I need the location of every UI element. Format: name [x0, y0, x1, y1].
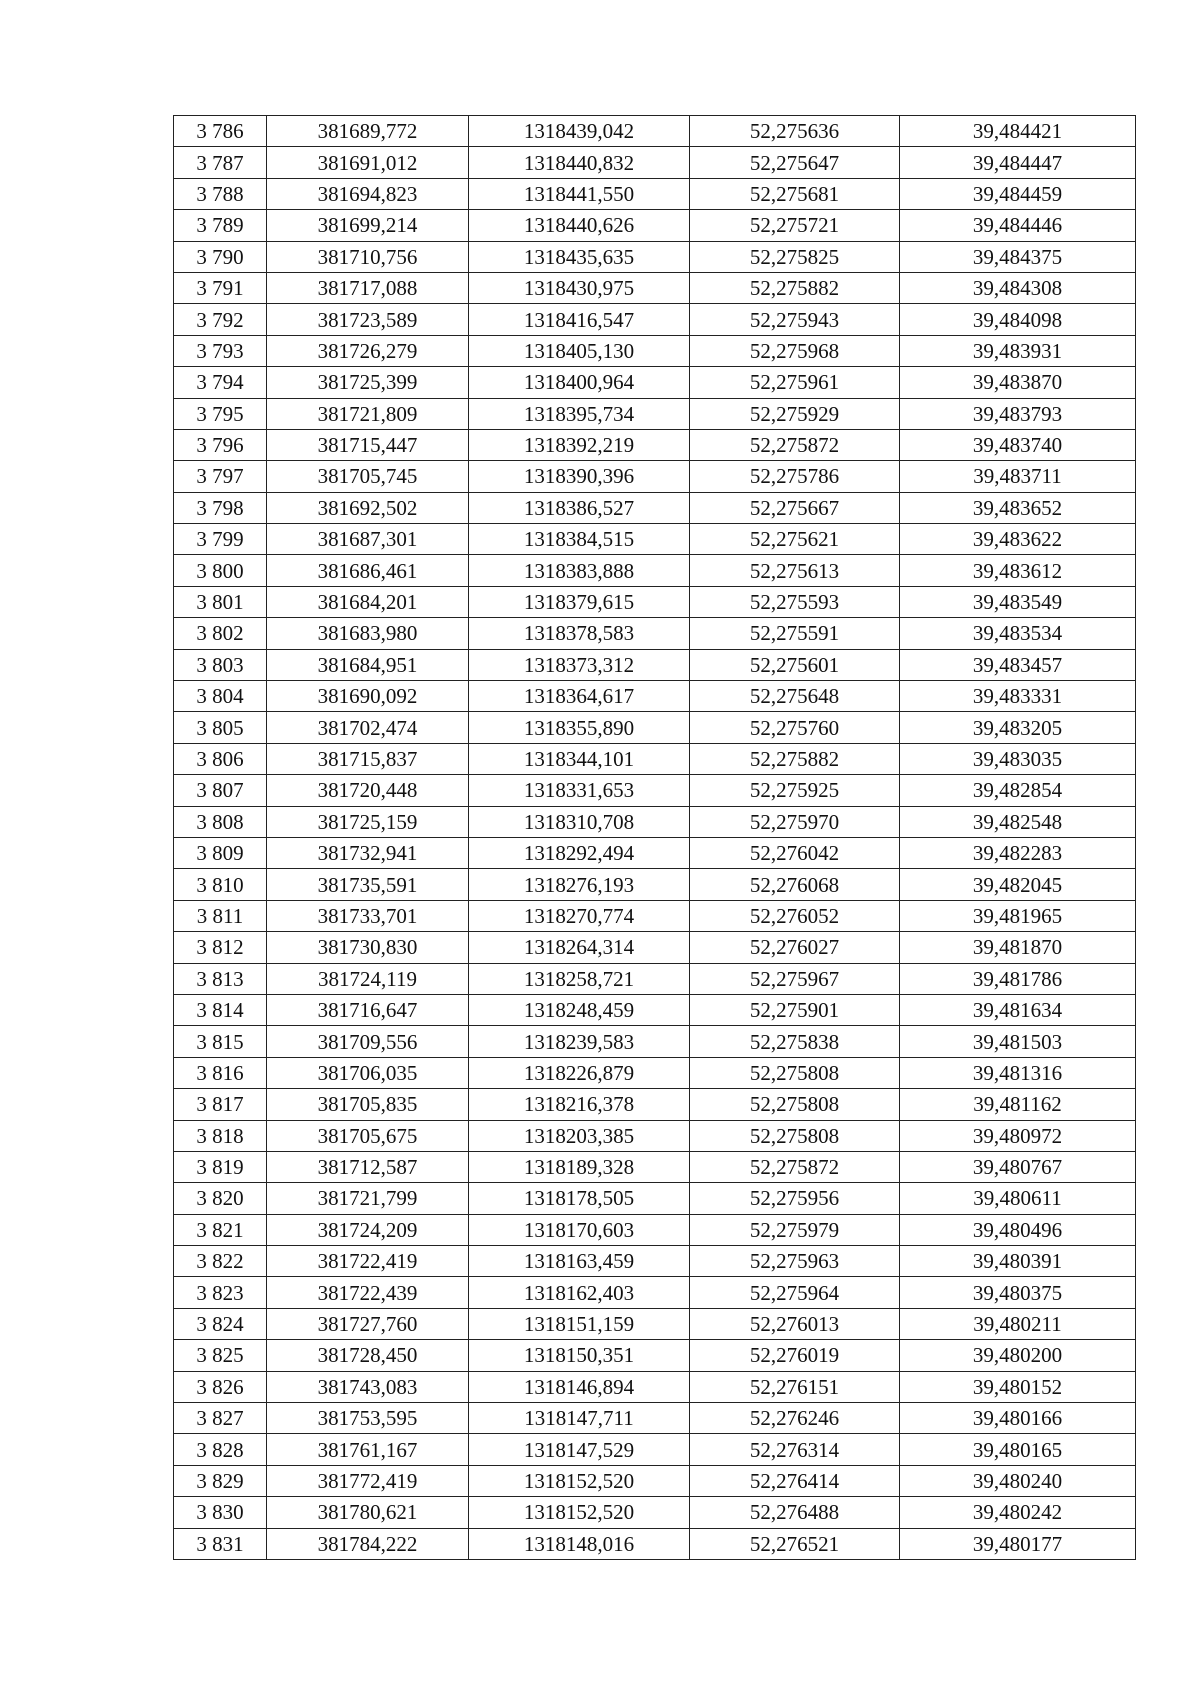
x-coordinate-cell: 381709,556: [267, 1026, 469, 1057]
table-row: [174, 1026, 1136, 1057]
y-coordinate-cell: 1318440,832: [469, 147, 690, 178]
point-number-cell: 3 827: [174, 1403, 267, 1434]
latitude-cell: 52,275967: [690, 963, 900, 994]
y-coordinate-cell: 1318383,888: [469, 555, 690, 586]
point-number-cell: 3 812: [174, 932, 267, 963]
latitude-cell: 52,276042: [690, 837, 900, 868]
table-row: [174, 1151, 1136, 1182]
point-number-cell: 3 793: [174, 335, 267, 366]
y-coordinate-cell: 1318178,505: [469, 1183, 690, 1214]
latitude-cell: 52,275681: [690, 178, 900, 209]
x-coordinate-cell: 381692,502: [267, 492, 469, 523]
latitude-cell: 52,275591: [690, 618, 900, 649]
table-row: [174, 1434, 1136, 1465]
x-coordinate-cell: 381772,419: [267, 1465, 469, 1496]
longitude-cell: 39,480611: [900, 1183, 1136, 1214]
x-coordinate-cell: 381699,214: [267, 210, 469, 241]
x-coordinate-cell: 381780,621: [267, 1497, 469, 1528]
table-row: [174, 1528, 1136, 1559]
table-row: [174, 681, 1136, 712]
x-coordinate-cell: 381724,119: [267, 963, 469, 994]
y-coordinate-cell: 1318395,734: [469, 398, 690, 429]
longitude-cell: 39,484375: [900, 241, 1136, 272]
point-number-cell: 3 825: [174, 1340, 267, 1371]
table-row: [174, 994, 1136, 1025]
latitude-cell: 52,275647: [690, 147, 900, 178]
table-row: [174, 1403, 1136, 1434]
x-coordinate-cell: 381721,799: [267, 1183, 469, 1214]
longitude-cell: 39,482854: [900, 775, 1136, 806]
latitude-cell: 52,275838: [690, 1026, 900, 1057]
point-number-cell: 3 823: [174, 1277, 267, 1308]
latitude-cell: 52,276314: [690, 1434, 900, 1465]
y-coordinate-cell: 1318189,328: [469, 1151, 690, 1182]
point-number-cell: 3 831: [174, 1528, 267, 1559]
longitude-cell: 39,483534: [900, 618, 1136, 649]
point-number-cell: 3 826: [174, 1371, 267, 1402]
longitude-cell: 39,484446: [900, 210, 1136, 241]
point-number-cell: 3 818: [174, 1120, 267, 1151]
point-number-cell: 3 809: [174, 837, 267, 868]
latitude-cell: 52,275825: [690, 241, 900, 272]
point-number-cell: 3 820: [174, 1183, 267, 1214]
longitude-cell: 39,481316: [900, 1057, 1136, 1088]
y-coordinate-cell: 1318152,520: [469, 1497, 690, 1528]
latitude-cell: 52,276488: [690, 1497, 900, 1528]
y-coordinate-cell: 1318170,603: [469, 1214, 690, 1245]
longitude-cell: 39,483870: [900, 367, 1136, 398]
latitude-cell: 52,275636: [690, 116, 900, 147]
y-coordinate-cell: 1318239,583: [469, 1026, 690, 1057]
table-row: [174, 1089, 1136, 1120]
table-row: [174, 1120, 1136, 1151]
x-coordinate-cell: 381726,279: [267, 335, 469, 366]
y-coordinate-cell: 1318441,550: [469, 178, 690, 209]
y-coordinate-cell: 1318416,547: [469, 304, 690, 335]
y-coordinate-cell: 1318439,042: [469, 116, 690, 147]
y-coordinate-cell: 1318355,890: [469, 712, 690, 743]
longitude-cell: 39,480165: [900, 1434, 1136, 1465]
table-row: [174, 367, 1136, 398]
longitude-cell: 39,481965: [900, 900, 1136, 931]
point-number-cell: 3 807: [174, 775, 267, 806]
y-coordinate-cell: 1318162,403: [469, 1277, 690, 1308]
latitude-cell: 52,275786: [690, 461, 900, 492]
x-coordinate-cell: 381715,447: [267, 429, 469, 460]
point-number-cell: 3 800: [174, 555, 267, 586]
x-coordinate-cell: 381732,941: [267, 837, 469, 868]
y-coordinate-cell: 1318276,193: [469, 869, 690, 900]
longitude-cell: 39,480242: [900, 1497, 1136, 1528]
x-coordinate-cell: 381724,209: [267, 1214, 469, 1245]
latitude-cell: 52,276013: [690, 1308, 900, 1339]
point-number-cell: 3 806: [174, 743, 267, 774]
longitude-cell: 39,483457: [900, 649, 1136, 680]
longitude-cell: 39,481503: [900, 1026, 1136, 1057]
x-coordinate-cell: 381717,088: [267, 272, 469, 303]
longitude-cell: 39,482045: [900, 869, 1136, 900]
latitude-cell: 52,276027: [690, 932, 900, 963]
table-row: [174, 1497, 1136, 1528]
y-coordinate-cell: 1318384,515: [469, 524, 690, 555]
y-coordinate-cell: 1318405,130: [469, 335, 690, 366]
table-row: [174, 1371, 1136, 1402]
y-coordinate-cell: 1318150,351: [469, 1340, 690, 1371]
x-coordinate-cell: 381690,092: [267, 681, 469, 712]
table-row: [174, 1246, 1136, 1277]
longitude-cell: 39,483622: [900, 524, 1136, 555]
table-row: [174, 178, 1136, 209]
longitude-cell: 39,484447: [900, 147, 1136, 178]
x-coordinate-cell: 381761,167: [267, 1434, 469, 1465]
y-coordinate-cell: 1318378,583: [469, 618, 690, 649]
longitude-cell: 39,483612: [900, 555, 1136, 586]
point-number-cell: 3 799: [174, 524, 267, 555]
latitude-cell: 52,275872: [690, 429, 900, 460]
table-row: [174, 775, 1136, 806]
table-row: [174, 272, 1136, 303]
y-coordinate-cell: 1318147,711: [469, 1403, 690, 1434]
latitude-cell: 52,276521: [690, 1528, 900, 1559]
x-coordinate-cell: 381687,301: [267, 524, 469, 555]
x-coordinate-cell: 381716,647: [267, 994, 469, 1025]
table-row: [174, 806, 1136, 837]
y-coordinate-cell: 1318379,615: [469, 586, 690, 617]
latitude-cell: 52,275929: [690, 398, 900, 429]
longitude-cell: 39,480496: [900, 1214, 1136, 1245]
coordinates-table-body: [174, 116, 1136, 1560]
latitude-cell: 52,275621: [690, 524, 900, 555]
table-row: [174, 429, 1136, 460]
x-coordinate-cell: 381725,159: [267, 806, 469, 837]
longitude-cell: 39,482548: [900, 806, 1136, 837]
y-coordinate-cell: 1318390,396: [469, 461, 690, 492]
latitude-cell: 52,275613: [690, 555, 900, 586]
table-row: [174, 1308, 1136, 1339]
point-number-cell: 3 821: [174, 1214, 267, 1245]
point-number-cell: 3 804: [174, 681, 267, 712]
x-coordinate-cell: 381727,760: [267, 1308, 469, 1339]
longitude-cell: 39,481634: [900, 994, 1136, 1025]
table-row: [174, 524, 1136, 555]
latitude-cell: 52,275808: [690, 1120, 900, 1151]
y-coordinate-cell: 1318310,708: [469, 806, 690, 837]
x-coordinate-cell: 381705,835: [267, 1089, 469, 1120]
table-row: [174, 241, 1136, 272]
longitude-cell: 39,480177: [900, 1528, 1136, 1559]
y-coordinate-cell: 1318147,529: [469, 1434, 690, 1465]
table-row: [174, 461, 1136, 492]
latitude-cell: 52,275963: [690, 1246, 900, 1277]
latitude-cell: 52,276052: [690, 900, 900, 931]
table-row: [174, 963, 1136, 994]
longitude-cell: 39,480211: [900, 1308, 1136, 1339]
point-number-cell: 3 801: [174, 586, 267, 617]
point-number-cell: 3 808: [174, 806, 267, 837]
point-number-cell: 3 796: [174, 429, 267, 460]
latitude-cell: 52,275901: [690, 994, 900, 1025]
longitude-cell: 39,483740: [900, 429, 1136, 460]
y-coordinate-cell: 1318203,385: [469, 1120, 690, 1151]
point-number-cell: 3 805: [174, 712, 267, 743]
latitude-cell: 52,275808: [690, 1089, 900, 1120]
x-coordinate-cell: 381784,222: [267, 1528, 469, 1559]
x-coordinate-cell: 381730,830: [267, 932, 469, 963]
coordinates-table: [173, 115, 1136, 1560]
y-coordinate-cell: 1318344,101: [469, 743, 690, 774]
table-row: [174, 1277, 1136, 1308]
table-row: [174, 492, 1136, 523]
point-number-cell: 3 816: [174, 1057, 267, 1088]
y-coordinate-cell: 1318270,774: [469, 900, 690, 931]
x-coordinate-cell: 381684,951: [267, 649, 469, 680]
latitude-cell: 52,275648: [690, 681, 900, 712]
table-row: [174, 555, 1136, 586]
y-coordinate-cell: 1318440,626: [469, 210, 690, 241]
longitude-cell: 39,480152: [900, 1371, 1136, 1402]
y-coordinate-cell: 1318430,975: [469, 272, 690, 303]
point-number-cell: 3 792: [174, 304, 267, 335]
longitude-cell: 39,483549: [900, 586, 1136, 617]
latitude-cell: 52,275943: [690, 304, 900, 335]
longitude-cell: 39,481162: [900, 1089, 1136, 1120]
y-coordinate-cell: 1318146,894: [469, 1371, 690, 1402]
y-coordinate-cell: 1318331,653: [469, 775, 690, 806]
latitude-cell: 52,276246: [690, 1403, 900, 1434]
x-coordinate-cell: 381715,837: [267, 743, 469, 774]
y-coordinate-cell: 1318163,459: [469, 1246, 690, 1277]
table-row: [174, 1340, 1136, 1371]
point-number-cell: 3 829: [174, 1465, 267, 1496]
x-coordinate-cell: 381686,461: [267, 555, 469, 586]
table-row: [174, 869, 1136, 900]
y-coordinate-cell: 1318400,964: [469, 367, 690, 398]
y-coordinate-cell: 1318152,520: [469, 1465, 690, 1496]
latitude-cell: 52,275979: [690, 1214, 900, 1245]
latitude-cell: 52,275882: [690, 272, 900, 303]
table-row: [174, 304, 1136, 335]
x-coordinate-cell: 381705,675: [267, 1120, 469, 1151]
y-coordinate-cell: 1318151,159: [469, 1308, 690, 1339]
y-coordinate-cell: 1318248,459: [469, 994, 690, 1025]
latitude-cell: 52,275961: [690, 367, 900, 398]
point-number-cell: 3 819: [174, 1151, 267, 1182]
latitude-cell: 52,276019: [690, 1340, 900, 1371]
longitude-cell: 39,480166: [900, 1403, 1136, 1434]
x-coordinate-cell: 381684,201: [267, 586, 469, 617]
point-number-cell: 3 789: [174, 210, 267, 241]
y-coordinate-cell: 1318258,721: [469, 963, 690, 994]
point-number-cell: 3 791: [174, 272, 267, 303]
longitude-cell: 39,480240: [900, 1465, 1136, 1496]
point-number-cell: 3 824: [174, 1308, 267, 1339]
longitude-cell: 39,484098: [900, 304, 1136, 335]
x-coordinate-cell: 381694,823: [267, 178, 469, 209]
longitude-cell: 39,484459: [900, 178, 1136, 209]
x-coordinate-cell: 381720,448: [267, 775, 469, 806]
point-number-cell: 3 813: [174, 963, 267, 994]
longitude-cell: 39,481786: [900, 963, 1136, 994]
table-row: [174, 712, 1136, 743]
y-coordinate-cell: 1318226,879: [469, 1057, 690, 1088]
longitude-cell: 39,484308: [900, 272, 1136, 303]
table-row: [174, 1057, 1136, 1088]
point-number-cell: 3 787: [174, 147, 267, 178]
point-number-cell: 3 822: [174, 1246, 267, 1277]
x-coordinate-cell: 381721,809: [267, 398, 469, 429]
latitude-cell: 52,275667: [690, 492, 900, 523]
latitude-cell: 52,275721: [690, 210, 900, 241]
y-coordinate-cell: 1318392,219: [469, 429, 690, 460]
y-coordinate-cell: 1318435,635: [469, 241, 690, 272]
latitude-cell: 52,275925: [690, 775, 900, 806]
point-number-cell: 3 795: [174, 398, 267, 429]
point-number-cell: 3 830: [174, 1497, 267, 1528]
y-coordinate-cell: 1318386,527: [469, 492, 690, 523]
x-coordinate-cell: 381723,589: [267, 304, 469, 335]
longitude-cell: 39,483931: [900, 335, 1136, 366]
latitude-cell: 52,275872: [690, 1151, 900, 1182]
table-row: [174, 837, 1136, 868]
table-row: [174, 335, 1136, 366]
table-row: [174, 1465, 1136, 1496]
latitude-cell: 52,276414: [690, 1465, 900, 1496]
table-row: [174, 900, 1136, 931]
longitude-cell: 39,482283: [900, 837, 1136, 868]
point-number-cell: 3 817: [174, 1089, 267, 1120]
x-coordinate-cell: 381743,083: [267, 1371, 469, 1402]
point-number-cell: 3 794: [174, 367, 267, 398]
table-row: [174, 586, 1136, 617]
latitude-cell: 52,275956: [690, 1183, 900, 1214]
longitude-cell: 39,480972: [900, 1120, 1136, 1151]
longitude-cell: 39,480391: [900, 1246, 1136, 1277]
point-number-cell: 3 802: [174, 618, 267, 649]
x-coordinate-cell: 381710,756: [267, 241, 469, 272]
longitude-cell: 39,484421: [900, 116, 1136, 147]
longitude-cell: 39,480767: [900, 1151, 1136, 1182]
longitude-cell: 39,480375: [900, 1277, 1136, 1308]
y-coordinate-cell: 1318216,378: [469, 1089, 690, 1120]
point-number-cell: 3 797: [174, 461, 267, 492]
longitude-cell: 39,483711: [900, 461, 1136, 492]
point-number-cell: 3 798: [174, 492, 267, 523]
longitude-cell: 39,483035: [900, 743, 1136, 774]
longitude-cell: 39,483793: [900, 398, 1136, 429]
latitude-cell: 52,275760: [690, 712, 900, 743]
x-coordinate-cell: 381733,701: [267, 900, 469, 931]
x-coordinate-cell: 381735,591: [267, 869, 469, 900]
y-coordinate-cell: 1318148,016: [469, 1528, 690, 1559]
x-coordinate-cell: 381706,035: [267, 1057, 469, 1088]
point-number-cell: 3 803: [174, 649, 267, 680]
table-row: [174, 743, 1136, 774]
table-row: [174, 398, 1136, 429]
latitude-cell: 52,276151: [690, 1371, 900, 1402]
longitude-cell: 39,483652: [900, 492, 1136, 523]
y-coordinate-cell: 1318264,314: [469, 932, 690, 963]
latitude-cell: 52,276068: [690, 869, 900, 900]
latitude-cell: 52,275601: [690, 649, 900, 680]
y-coordinate-cell: 1318364,617: [469, 681, 690, 712]
latitude-cell: 52,275808: [690, 1057, 900, 1088]
x-coordinate-cell: 381702,474: [267, 712, 469, 743]
point-number-cell: 3 810: [174, 869, 267, 900]
table-row: [174, 932, 1136, 963]
x-coordinate-cell: 381712,587: [267, 1151, 469, 1182]
x-coordinate-cell: 381683,980: [267, 618, 469, 649]
point-number-cell: 3 814: [174, 994, 267, 1025]
longitude-cell: 39,480200: [900, 1340, 1136, 1371]
table-row: [174, 1183, 1136, 1214]
latitude-cell: 52,275970: [690, 806, 900, 837]
x-coordinate-cell: 381753,595: [267, 1403, 469, 1434]
y-coordinate-cell: 1318292,494: [469, 837, 690, 868]
point-number-cell: 3 828: [174, 1434, 267, 1465]
table-row: [174, 1214, 1136, 1245]
x-coordinate-cell: 381705,745: [267, 461, 469, 492]
y-coordinate-cell: 1318373,312: [469, 649, 690, 680]
longitude-cell: 39,483205: [900, 712, 1136, 743]
x-coordinate-cell: 381691,012: [267, 147, 469, 178]
point-number-cell: 3 786: [174, 116, 267, 147]
x-coordinate-cell: 381728,450: [267, 1340, 469, 1371]
table-row: [174, 618, 1136, 649]
longitude-cell: 39,483331: [900, 681, 1136, 712]
latitude-cell: 52,275968: [690, 335, 900, 366]
latitude-cell: 52,275964: [690, 1277, 900, 1308]
x-coordinate-cell: 381725,399: [267, 367, 469, 398]
point-number-cell: 3 788: [174, 178, 267, 209]
table-row: [174, 116, 1136, 147]
table-row: [174, 147, 1136, 178]
point-number-cell: 3 790: [174, 241, 267, 272]
table-row: [174, 649, 1136, 680]
point-number-cell: 3 811: [174, 900, 267, 931]
table-row: [174, 210, 1136, 241]
latitude-cell: 52,275593: [690, 586, 900, 617]
x-coordinate-cell: 381689,772: [267, 116, 469, 147]
latitude-cell: 52,275882: [690, 743, 900, 774]
point-number-cell: 3 815: [174, 1026, 267, 1057]
longitude-cell: 39,481870: [900, 932, 1136, 963]
x-coordinate-cell: 381722,439: [267, 1277, 469, 1308]
x-coordinate-cell: 381722,419: [267, 1246, 469, 1277]
